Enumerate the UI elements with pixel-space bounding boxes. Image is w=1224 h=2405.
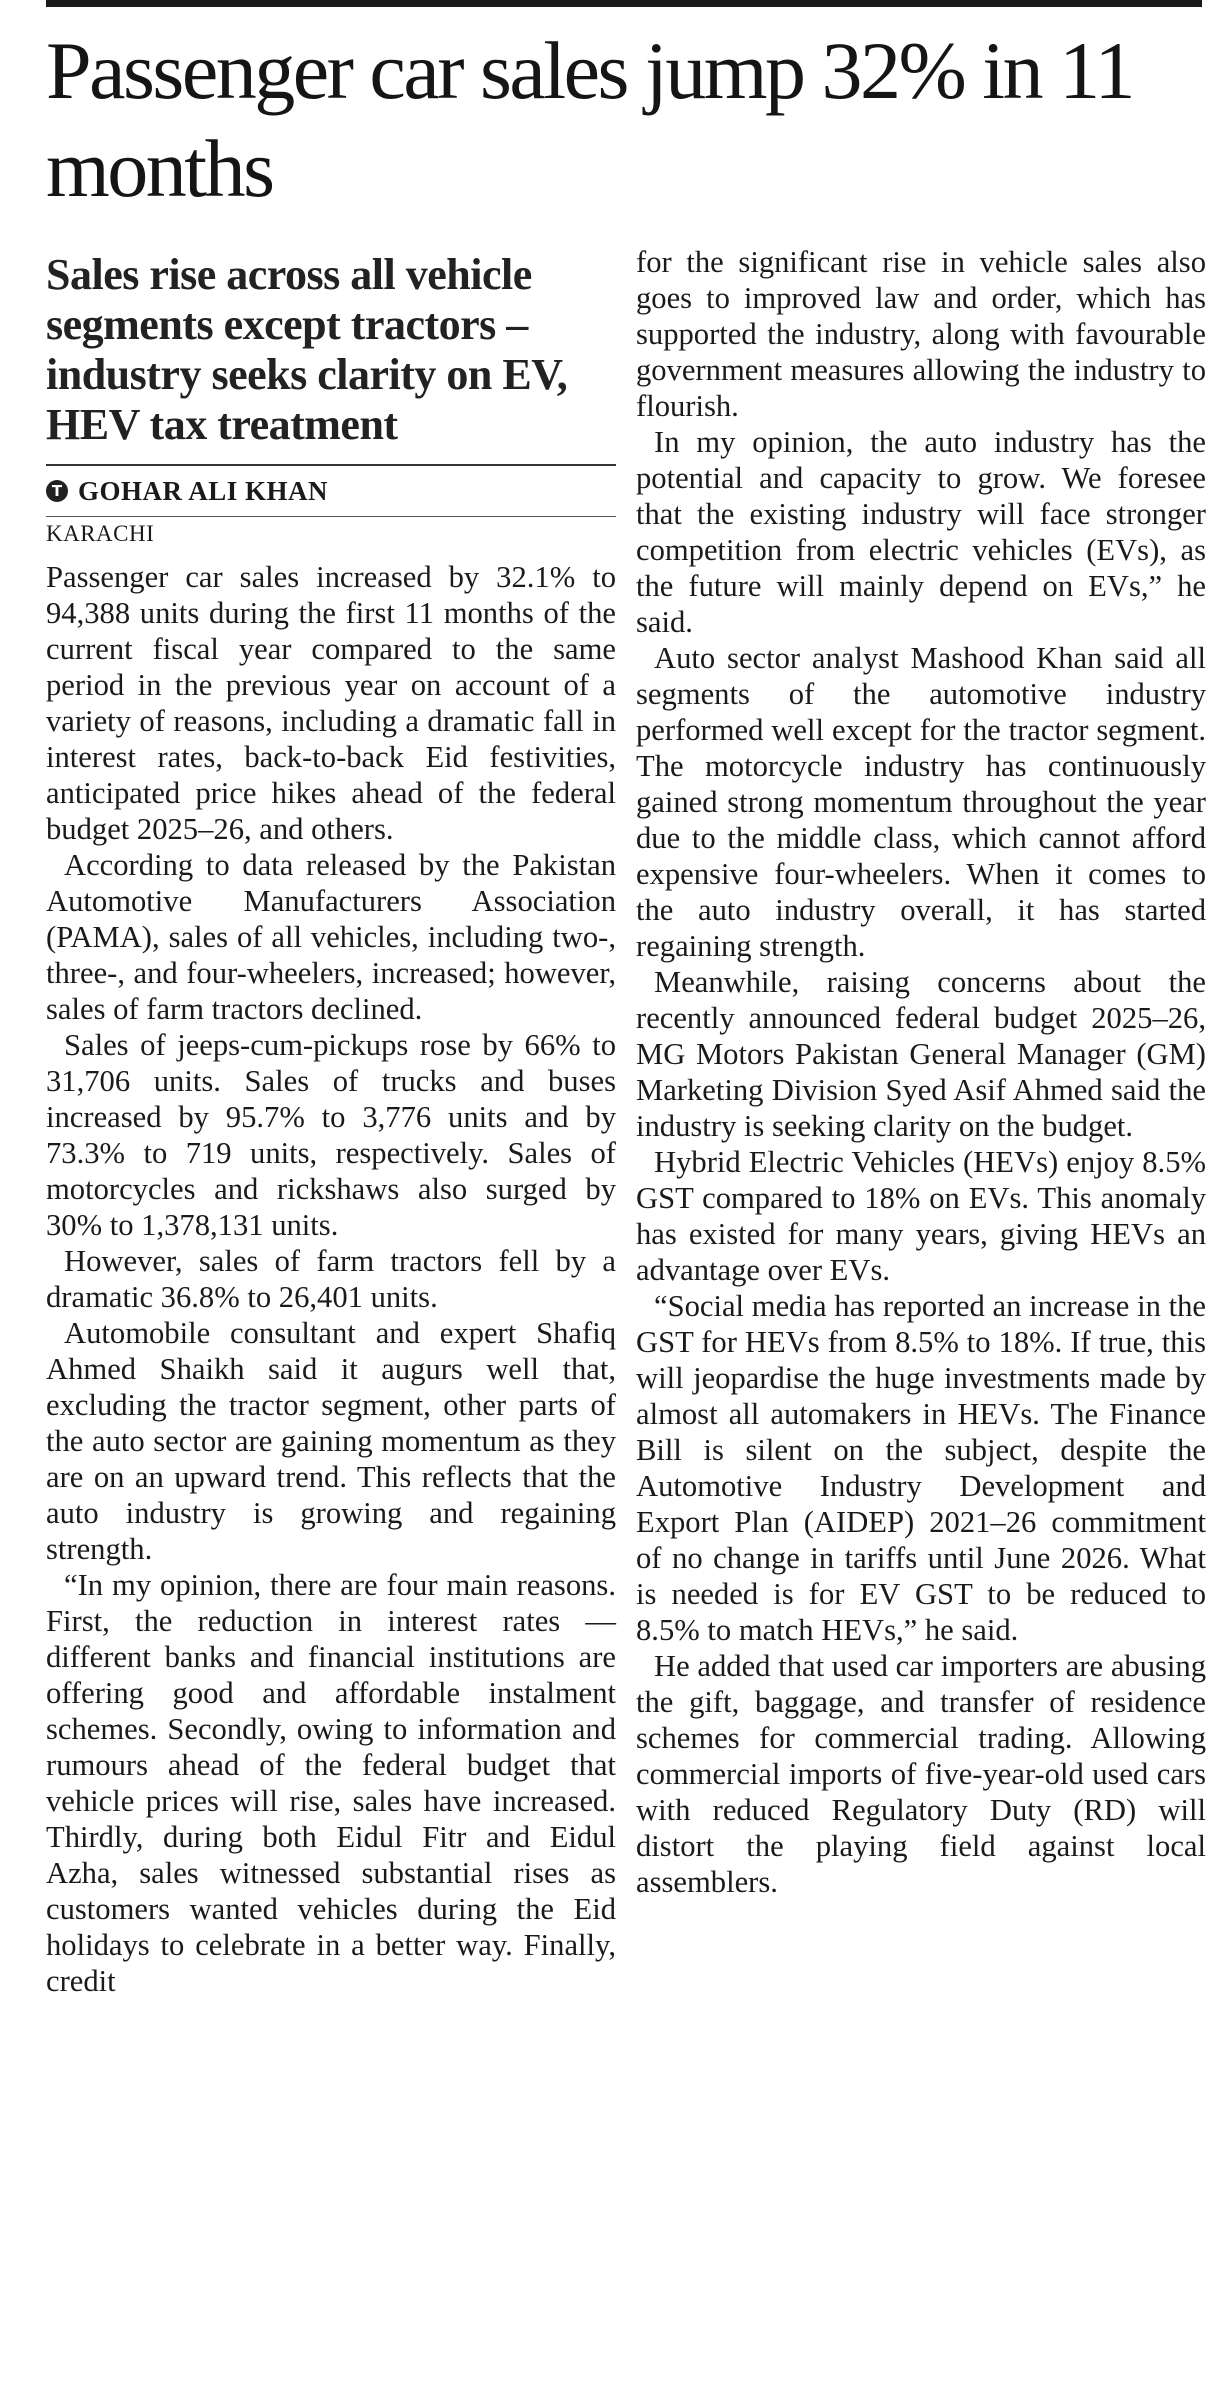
paragraph: Auto sector analyst Mashood Khan said all segments of the automotive industry performed well except for the tractor segment. The motorcycle industry has continuously gained strong momentum throughout the year due to the middle class, which cannot afford expensive four-wheelers. When it comes to the auto industry overall, it has started regaining strength. bbox=[636, 641, 1206, 963]
left-column bbox=[46, 244, 616, 1999]
subheadline: Sales rise across all vehicle segments except tractors – industry seeks clarity on EV, HEV tax treatment bbox=[46, 250, 568, 449]
paragraph: According to data released by the Pakistan Automotive Manufacturers Association (PAMA), sales of all vehicles, including two-, three-, and four-wheelers, increased; however, sales of farm tractors declined. bbox=[46, 848, 616, 1026]
headline: Passenger car sales jump 32% in 11 months bbox=[46, 25, 1134, 214]
paragraph: He added that used car importers are abusing the gift, baggage, and transfer of residence schemes for commercial trading. Allowing commercial imports of five-year-old used cars with reduced Regulatory Duty (RD) will distort the playing field against local assemblers. bbox=[636, 1649, 1206, 1899]
dateline: KARACHI bbox=[46, 521, 155, 546]
paragraph: Hybrid Electric Vehicles (HEVs) enjoy 8.5% GST compared to 18% on EVs. This anomaly has existed for many years, giving HEVs an advantage over EVs. bbox=[636, 1145, 1206, 1287]
paragraph: “Social media has reported an increase in the GST for HEVs from 8.5% to 18%. If true, this will jeopardise the huge investments made by almost all automakers in HEVs. The Finance Bill is silent on the subject, despite the Automotive Industry Development and Export Plan (AIDEP) 2021–26 commitment of no change in tariffs until June 2026. What is needed is for EV GST to be reduced to 8.5% to match HEVs,” he said. bbox=[636, 1289, 1206, 1647]
publication-logo-icon: T bbox=[46, 480, 68, 502]
paragraph: Automobile consultant and expert Shafiq Ahmed Shaikh said it augurs well that, excluding the tractor segment, other parts of the auto sector are gaining momentum as they are on an upward trend. This reflects that the auto industry is growing and regaining strength. bbox=[46, 1316, 616, 1566]
paragraph: for the significant rise in vehicle sales also goes to improved law and order, which has supported the industry, along with favourable government measures allowing the industry to flourish. bbox=[636, 245, 1206, 423]
body-left bbox=[46, 559, 616, 1999]
paragraph: Meanwhile, raising concerns about the recently announced federal budget 2025–26, MG Motors Pakistan General Manager (GM) Marketing Division Syed Asif Ahmed said the industry is seeking clarity on the budget. bbox=[636, 965, 1206, 1143]
body-right bbox=[636, 244, 1206, 1900]
dateline-row bbox=[46, 516, 616, 547]
paragraph: “In my opinion, there are four main reasons. First, the reduction in interest rates — different banks and financial institutions are offering good and affordable instalment schemes. Secondly, owing to information and rumours ahead of the federal budget that vehicle prices will rise, sales have increased. Thirdly, during both Eidul Fitr and Eidul Azha, sales witnessed substantial rises as customers wanted vehicles during the Eid holidays to celebrate in a better way. Finally, credit bbox=[46, 1568, 616, 1998]
paragraph: In my opinion, the auto industry has the potential and capacity to grow. We foresee that the existing industry will face stronger competition from electric vehicles (EVs), as the future will mainly depend on EVs,” he said. bbox=[636, 425, 1206, 639]
paragraph: Sales of jeeps-cum-pickups rose by 66% to 31,706 units. Sales of trucks and buses increased by 95.7% to 3,776 units and by 73.3% to 719 units, respectively. Sales of motorcycles and rickshaws also surged by 30% to 1,378,131 units. bbox=[46, 1028, 616, 1242]
byline bbox=[46, 464, 616, 508]
author-name: GOHAR ALI KHAN bbox=[78, 475, 329, 506]
top-rule bbox=[46, 0, 1202, 7]
paragraph: Passenger car sales increased by 32.1% to 94,388 units during the first 11 months of the current fiscal year compared to the same period in the previous year on account of a variety of reasons, including a dramatic fall in interest rates, back-to-back Eid festivities, anticipated price hikes ahead of the federal budget 2025–26, and others. bbox=[46, 560, 616, 846]
paragraph: However, sales of farm tractors fell by a dramatic 36.8% to 26,401 units. bbox=[46, 1244, 616, 1314]
right-column bbox=[636, 244, 1206, 1900]
